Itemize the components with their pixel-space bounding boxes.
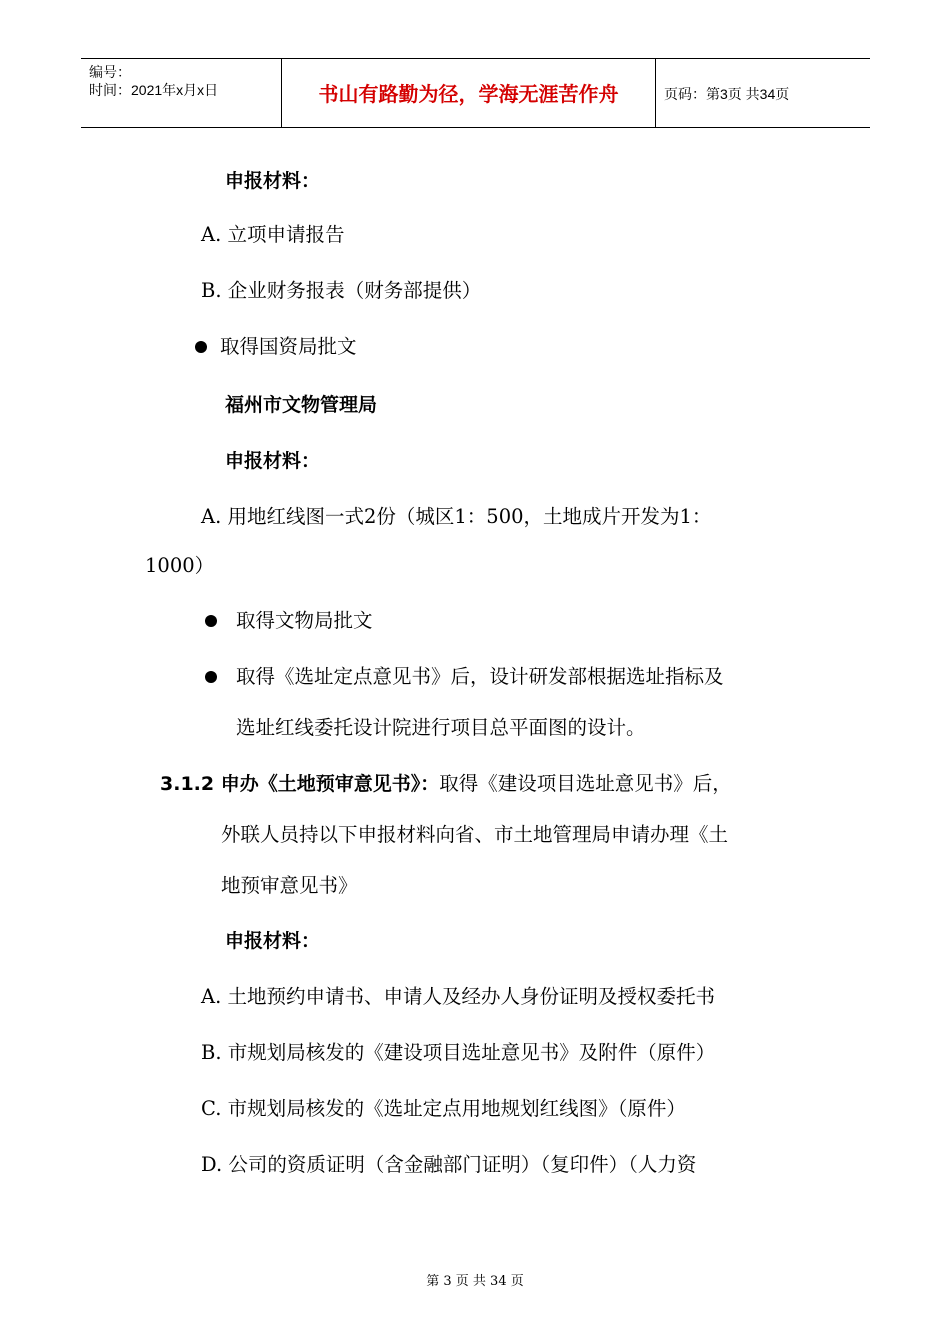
heading-materials: 申报材料： (225, 450, 321, 472)
section-text: 外联人员持以下申报材料向省、市土地管理局申请办理《土 (221, 823, 729, 846)
bullet-item: 取得国资局批文 (220, 335, 357, 358)
time-label: 时间：2021年x月x日 (89, 82, 219, 98)
list-item: B. 企业财务报表（财务部提供） (201, 279, 482, 302)
heading-materials: 申报材料： (225, 170, 321, 192)
bullet-icon (205, 615, 217, 627)
heading-materials: 申报材料： (225, 930, 321, 952)
section-text: 地预审意见书》 (221, 874, 358, 897)
bullet-item: 取得《选址定点意见书》后，设计研发部根据选址指标及 (236, 665, 724, 688)
header-info (89, 63, 218, 99)
section-text: 取得《建设项目选址意见书》后， (439, 772, 732, 795)
list-item: A. 立项申请报告 (201, 223, 345, 246)
page-header (81, 58, 870, 128)
section-3-1-2 (160, 771, 732, 797)
list-item: C. 市规划局核发的《选址定点用地规划红线图》（原件） (201, 1097, 686, 1120)
section-heading: 3.1.2 申办《土地预审意见书》： (160, 773, 440, 795)
page-footer: 第 3 页 共 34 页 (426, 1274, 524, 1289)
bullet-icon (195, 341, 207, 353)
list-item-continuation: 1000） (145, 554, 215, 577)
heading-agency: 福州市文物管理局 (225, 394, 378, 416)
list-item: B. 市规划局核发的《建设项目选址意见书》及附件（原件） (201, 1041, 716, 1064)
list-item: D. 公司的资质证明（含金融部门证明）（复印件）（人力资 (201, 1153, 697, 1176)
list-item: A. 用地红线图一式2份（城区1：500，土地成片开发为1： (201, 505, 712, 528)
bullet-item: 取得文物局批文 (236, 609, 373, 632)
header-divider (655, 59, 656, 127)
header-page-label: 页码：第3页 共34页 (664, 86, 790, 102)
bullet-item-continuation: 选址红线委托设计院进行项目总平面图的设计。 (236, 716, 646, 739)
number-label: 编号： (89, 64, 131, 80)
bullet-icon (205, 671, 217, 683)
header-motto: 书山有路勤为径，学海无涯苦作舟 (318, 82, 619, 106)
list-item: A. 土地预约申请书、申请人及经办人身份证明及授权委托书 (201, 985, 715, 1008)
